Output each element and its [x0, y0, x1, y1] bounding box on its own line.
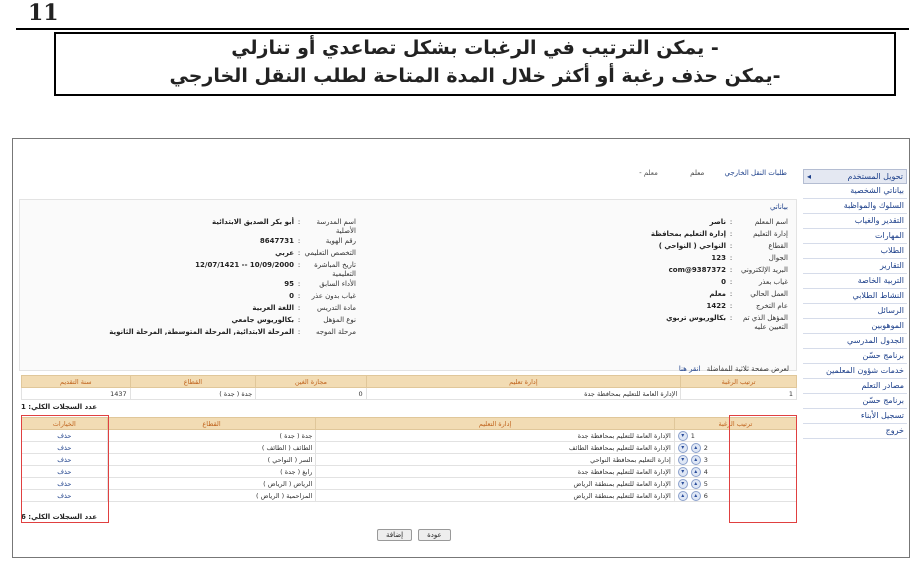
- info-row: [488, 314, 788, 332]
- table-row: [22, 388, 797, 400]
- collapse-icon[interactable]: ◂: [807, 172, 812, 181]
- info-separator: :: [297, 316, 301, 324]
- move-down-icon[interactable]: ▾: [678, 479, 688, 489]
- table-header: ترتيب الرغبة: [681, 376, 797, 388]
- info-separator: :: [729, 278, 733, 286]
- info-label: عام التخرج: [756, 302, 788, 310]
- sidebar: [803, 169, 907, 439]
- tab-bar: [639, 169, 787, 177]
- order-number: 5: [703, 479, 708, 488]
- move-up-icon[interactable]: ▴: [691, 443, 701, 453]
- order-number: 1: [690, 431, 695, 440]
- info-separator: :: [297, 304, 301, 312]
- info-label: الأداء السابق: [319, 280, 356, 288]
- info-label: مرحلة الموجه: [315, 328, 356, 336]
- info-separator: :: [297, 249, 301, 257]
- info-value: ناصر: [709, 218, 726, 226]
- sidebar-item[interactable]: الرسائل: [803, 304, 907, 319]
- current-request-table: [21, 375, 797, 400]
- info-value: بكالوريوس تربوي: [666, 314, 726, 322]
- back-button[interactable]: عودة: [418, 529, 451, 541]
- info-separator: :: [297, 280, 301, 288]
- info-separator: :: [729, 314, 733, 322]
- table-cell: إدارة التعليم بمحافظة النواحي: [316, 454, 674, 466]
- comparison-link-row: [679, 365, 789, 373]
- screenshot-frame: [12, 138, 910, 558]
- info-separator: :: [297, 292, 301, 300]
- caption-line-2: -يمكن حذف رغبة أو أكثر خلال المدة المتاحة لطلب النقل الخارجي: [169, 65, 781, 87]
- table-cell: 1: [681, 388, 797, 400]
- table-row: [22, 442, 797, 454]
- table-cell: الإدارة العامة للتعليم بمحافظة جدة: [316, 430, 674, 442]
- table-header: إدارة التعليم: [316, 418, 674, 430]
- info-separator: :: [297, 261, 301, 269]
- info-label: مادة التدريس: [316, 304, 356, 312]
- order-controls: [678, 491, 793, 501]
- sidebar-item[interactable]: مصادر التعلم: [803, 379, 907, 394]
- table-cell: 0: [256, 388, 366, 400]
- info-row: [488, 230, 788, 241]
- info-label: نوع المؤهل: [323, 316, 356, 324]
- comparison-link[interactable]: انقر هنا: [678, 365, 701, 373]
- table-row: [22, 430, 797, 442]
- table-cell: الإدارة العامة للتعليم بمحافظة جدة: [316, 466, 674, 478]
- info-separator: :: [729, 230, 733, 238]
- move-up-icon[interactable]: ▴: [691, 491, 701, 501]
- info-row: [56, 316, 356, 327]
- table-cell: الإدارة العامة للتعليم بمنطقة الرياض: [316, 490, 674, 502]
- sidebar-header[interactable]: [803, 169, 907, 184]
- info-row: [56, 261, 356, 279]
- table-cell: الطائف ( الطائف ): [107, 442, 316, 454]
- sidebar-item[interactable]: السلوك والمواظبة: [803, 199, 907, 214]
- table-row: [22, 454, 797, 466]
- add-button[interactable]: إضافة: [377, 529, 412, 541]
- sidebar-item[interactable]: الموهوبين: [803, 319, 907, 334]
- info-value: 0: [721, 278, 726, 286]
- order-number: 3: [703, 455, 708, 464]
- info-title: بياناتي: [769, 203, 788, 211]
- table-cell: جدة ( جدة ): [130, 388, 256, 400]
- order-controls: [678, 431, 793, 441]
- table-cell: المزاحمية ( الرياض ): [107, 490, 316, 502]
- delete-link[interactable]: حذف: [22, 466, 108, 478]
- info-value: اللغة العربية: [252, 304, 294, 312]
- info-row: [488, 278, 788, 289]
- teacher-info-panel: [19, 199, 797, 371]
- table-header: القطاع: [107, 418, 316, 430]
- sidebar-item[interactable]: بياناتي الشخصية: [803, 184, 907, 199]
- info-row: [56, 249, 356, 260]
- sidebar-item[interactable]: برنامج حسّن: [803, 394, 907, 409]
- info-label: غياب بعذر: [758, 278, 788, 286]
- info-label: غياب بدون عذر: [311, 292, 356, 300]
- info-label: اسم المعلم: [754, 218, 788, 226]
- order-controls: [678, 467, 793, 477]
- info-row: [488, 218, 788, 229]
- info-row: [488, 290, 788, 301]
- info-label: الجوال: [768, 254, 788, 262]
- info-row: [56, 237, 356, 248]
- info-row: [56, 292, 356, 303]
- table-cell: السر ( النواحي ): [107, 454, 316, 466]
- record-count-1: عدد السجلات الكلي: 1: [21, 403, 97, 411]
- info-value: 123: [711, 254, 726, 262]
- info-value: 0: [289, 292, 294, 300]
- info-row: [488, 242, 788, 253]
- table-header: سنة التقديم: [22, 376, 131, 388]
- order-number: 6: [703, 491, 708, 500]
- info-label: اسم المدرسة الأصلية: [316, 218, 356, 235]
- main-content: [21, 149, 797, 549]
- info-row: [56, 328, 356, 339]
- table-header: القطاع: [130, 376, 256, 388]
- table-cell: الإدارة العامة للتعليم بمنطقة الرياض: [316, 478, 674, 490]
- table-cell: [674, 430, 796, 442]
- caption-box: [54, 32, 896, 96]
- tab-teacher[interactable]: معلم: [690, 169, 705, 177]
- info-label: العمل الحالي: [750, 290, 788, 298]
- info-value: إدارة التعليم بمحافظة: [650, 230, 726, 238]
- sidebar-item[interactable]: خروج: [803, 424, 907, 439]
- order-controls: [678, 443, 793, 453]
- info-value: 95: [284, 280, 294, 288]
- table-cell: جدة ( جدة ): [107, 430, 316, 442]
- slide-divider: [16, 28, 909, 30]
- info-value: 8647731: [259, 237, 294, 245]
- table-cell: 1437: [22, 388, 131, 400]
- info-separator: :: [729, 242, 733, 250]
- move-down-icon[interactable]: ▾: [678, 455, 688, 465]
- delete-link[interactable]: حذف: [22, 478, 108, 490]
- info-row: [488, 254, 788, 265]
- table-row: [22, 466, 797, 478]
- info-separator: :: [729, 266, 733, 274]
- sidebar-item[interactable]: التقارير: [803, 259, 907, 274]
- info-label: التخصص التعليمي: [304, 249, 356, 257]
- info-row: [56, 218, 356, 236]
- table-header: إدارة تعليم: [366, 376, 681, 388]
- delete-link[interactable]: حذف: [22, 454, 108, 466]
- table-cell: [674, 442, 796, 454]
- info-row: [56, 304, 356, 315]
- info-separator: :: [297, 218, 301, 226]
- order-controls: [678, 455, 793, 465]
- info-column-right: [488, 218, 788, 333]
- sidebar-item[interactable]: المهارات: [803, 229, 907, 244]
- move-down-icon[interactable]: ▾: [678, 431, 688, 441]
- move-up-icon[interactable]: ▴: [691, 479, 701, 489]
- info-label: تاريخ المباشرة التعليمية: [314, 261, 356, 278]
- info-value: النواحي ( النواحي ): [658, 242, 726, 250]
- info-label: رقم الهوية: [325, 237, 356, 245]
- info-separator: :: [729, 290, 733, 298]
- move-up-icon[interactable]: ▴: [691, 455, 701, 465]
- sidebar-header-label: تحويل المستخدم: [847, 172, 903, 181]
- tab-external-transfer[interactable]: طلبات النقل الخارجي: [724, 169, 787, 177]
- info-value: أبو بكر الصديق الابتدائية: [212, 218, 294, 226]
- sidebar-item[interactable]: تسجيل الأبناء: [803, 409, 907, 424]
- info-label: إدارة التعليم: [753, 230, 788, 238]
- info-value: عربي: [275, 249, 294, 257]
- table-cell: الإدارة العامة للتعليم بمحافظة الطائف: [316, 442, 674, 454]
- slide-number: 11: [28, 0, 59, 26]
- sidebar-item[interactable]: برنامج حسّن: [803, 349, 907, 364]
- info-separator: :: [729, 254, 733, 262]
- table-header: الخيارات: [22, 418, 108, 430]
- caption-line-1: - يمكن الترتيب في الرغبات بشكل تصاعدي أو تنازلي: [231, 37, 719, 59]
- info-row: [488, 302, 788, 313]
- info-separator: :: [297, 237, 301, 245]
- info-separator: :: [729, 302, 733, 310]
- sidebar-item[interactable]: الجدول المدرسي: [803, 334, 907, 349]
- action-buttons: [377, 529, 451, 541]
- move-down-icon[interactable]: ▾: [678, 443, 688, 453]
- delete-link[interactable]: حذف: [22, 442, 108, 454]
- table-cell: الرياض ( الرياض ): [107, 478, 316, 490]
- table-header: ترتيب الرغبة: [674, 418, 796, 430]
- record-count-2: عدد السجلات الكلي: 6: [21, 513, 97, 521]
- info-value: 1422: [706, 302, 726, 310]
- info-separator: :: [729, 218, 733, 226]
- table-cell: [674, 490, 796, 502]
- table-cell: [674, 478, 796, 490]
- info-label: المؤهل الذي تم التعيين عليه: [742, 314, 788, 331]
- table-row: [22, 478, 797, 490]
- info-value: المرحلة الابتدائية, المرحلة المتوسطة, المرحلة الثانوية: [109, 328, 294, 336]
- sidebar-item[interactable]: النشاط الطلابي: [803, 289, 907, 304]
- info-column-left: [56, 218, 356, 340]
- table-cell: [674, 454, 796, 466]
- table-header: مجازة الغين: [256, 376, 366, 388]
- info-separator: :: [297, 328, 301, 336]
- preferences-table: [21, 417, 797, 502]
- order-number: 4: [703, 467, 708, 476]
- tab-sub[interactable]: معلم -: [639, 169, 658, 177]
- order-controls: [678, 479, 793, 489]
- table-cell: [674, 466, 796, 478]
- sidebar-item[interactable]: التربية الخاصة: [803, 274, 907, 289]
- comparison-link-text: لعرض صفحة ثلاثية للمفاضلة: [706, 365, 789, 373]
- sidebar-item[interactable]: خدمات شؤون المعلمين: [803, 364, 907, 379]
- table-row: [22, 490, 797, 502]
- sidebar-item[interactable]: التقدير والغياب: [803, 214, 907, 229]
- info-value: معلم: [709, 290, 726, 298]
- info-value: com@9387372: [668, 266, 726, 274]
- table-cell: الإدارة العامة للتعليم بمحافظة جدة: [366, 388, 681, 400]
- table-cell: رابغ ( جدة ): [107, 466, 316, 478]
- sidebar-item[interactable]: الطلاب: [803, 244, 907, 259]
- info-row: [488, 266, 788, 277]
- move-up-icon[interactable]: ▴: [691, 467, 701, 477]
- info-label: القطاع: [768, 242, 788, 250]
- info-value: 10/09/2000 -- 12/07/1421: [195, 261, 294, 269]
- info-row: [56, 280, 356, 291]
- info-label: البريد الإلكتروني: [741, 266, 788, 274]
- delete-link[interactable]: حذف: [22, 430, 108, 442]
- order-number: 2: [703, 443, 708, 452]
- delete-link[interactable]: حذف: [22, 490, 108, 502]
- info-value: بكالوريوس جامعي: [231, 316, 294, 324]
- move-up-icon[interactable]: ▴: [678, 491, 688, 501]
- move-down-icon[interactable]: ▾: [678, 467, 688, 477]
